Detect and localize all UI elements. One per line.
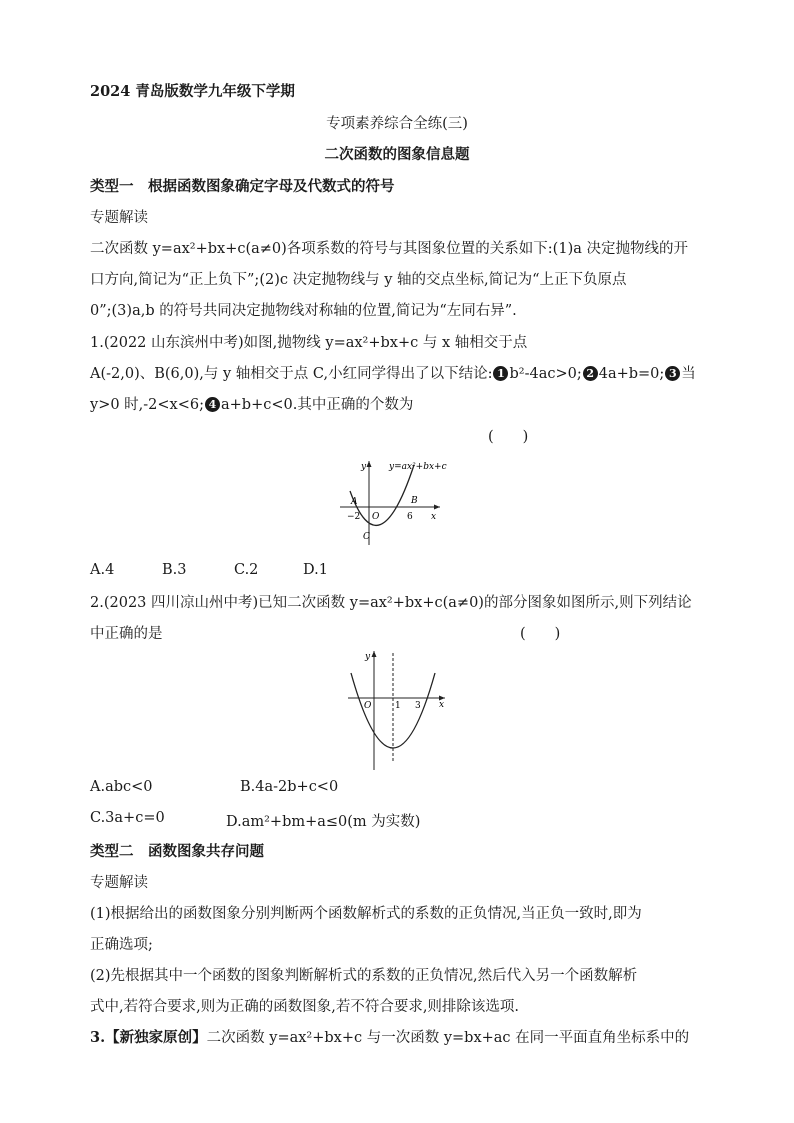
circled-number-icon: 2: [583, 366, 598, 381]
y-axis-label: y: [361, 462, 367, 472]
point-b-label: B: [411, 496, 418, 506]
point-a-label: A: [351, 497, 358, 507]
y-axis-label: y: [365, 652, 371, 662]
tick-label-1: 1: [395, 701, 401, 711]
section1-text-3: 0”;(3)a,b 的符号共同决定抛物线对称轴的位置,简记为“左同右异”.: [90, 303, 517, 319]
section2-text-2: 正确选项;: [90, 937, 153, 953]
q2-answer-paren: ( ): [520, 626, 561, 642]
q1-line-1: 1.(2022 山东滨州中考)如图,抛物线 y=ax²+bx+c 与 x 轴相交于点: [90, 335, 528, 351]
q2-option-a[interactable]: A.abc<0: [90, 779, 153, 795]
section1-text-2: 口方向,简记为“正上负下”;(2)c 决定抛物线与 y 轴的交点坐标,简记为“上正下负原点: [90, 272, 627, 288]
q1-answer-paren: ( ): [488, 429, 529, 445]
q2-parabola-graph: [343, 645, 453, 773]
q1-option-c[interactable]: C.2: [234, 562, 259, 578]
q1-option-a[interactable]: A.4: [90, 562, 115, 578]
section1-text-1: 二次函数 y=ax²+bx+c(a≠0)各项系数的符号与其图象位置的关系如下:(1)a 决定抛物线的开: [90, 241, 688, 257]
section2-label: 专题解读: [90, 875, 148, 891]
q1-figure: [335, 455, 455, 554]
section1-label: 专题解读: [90, 210, 148, 226]
origin-label: O: [364, 701, 372, 711]
document-subtitle: 专项素养综合全练(三): [326, 116, 468, 132]
q3-tag: 3.【新独家原创】: [90, 1029, 207, 1046]
q1-conclusion-4: a+b+c<0.其中正确的个数为: [221, 397, 414, 413]
q2-line-1: 2.(2023 四川凉山州中考)已知二次函数 y=ax²+bx+c(a≠0)的部分图象如图所示,则下列结论: [90, 595, 692, 611]
section2-text-3: (2)先根据其中一个函数的图象判断解析式的系数的正负情况,然后代入另一个函数解析: [90, 968, 638, 984]
q1-line-2-text: A(-2,0)、B(6,0),与 y 轴相交于点 C,小红同学得出了以下结论:: [90, 366, 493, 382]
q1-option-b[interactable]: B.3: [162, 562, 187, 578]
q1-option-d[interactable]: D.1: [303, 562, 328, 578]
q3-line-1: [90, 1028, 689, 1048]
tick-label-3: 3: [415, 701, 421, 711]
q2-option-d[interactable]: D.am²+bm+a≤0(m 为实数): [226, 814, 421, 830]
q2-line-2: 中正确的是: [90, 626, 163, 642]
tick-label-6: 6: [407, 512, 413, 522]
tick-label-minus-2: −2: [347, 512, 361, 522]
q1-conclusion-1: b²-4ac>0;: [509, 366, 582, 382]
q1-parabola-graph: [335, 455, 455, 550]
section1-heading: 类型一 根据函数图象确定字母及代数式的符号: [90, 178, 395, 195]
q2-option-b[interactable]: B.4a-2b+c<0: [240, 779, 339, 795]
curve-label: y=ax²+bx+c: [389, 462, 447, 472]
circled-number-icon: 4: [205, 397, 220, 412]
document-title: 二次函数的图象信息题: [324, 146, 470, 163]
q1-conclusion-3-start: 当: [681, 366, 696, 382]
circled-number-icon: 1: [493, 366, 508, 381]
origin-label: O: [372, 512, 380, 522]
document-header: 2024 青岛版数学九年级下学期: [90, 83, 295, 100]
point-c-label: C: [363, 532, 370, 542]
x-axis-label: x: [431, 512, 437, 522]
section2-heading: 类型二 函数图象共存问题: [90, 843, 264, 860]
circled-number-icon: 3: [665, 366, 680, 381]
section2-text-1: (1)根据给出的函数图象分别判断两个函数解析式的系数的正负情况,当正负一致时,即为: [90, 906, 642, 922]
q3-text: 二次函数 y=ax²+bx+c 与一次函数 y=bx+ac 在同一平面直角坐标系中的: [206, 1030, 690, 1046]
y-axis-arrow-icon: [367, 461, 372, 467]
y-axis-arrow-icon: [372, 651, 377, 657]
q1-line-3-text: y>0 时,-2<x<6;: [90, 397, 204, 413]
section2-text-4: 式中,若符合要求,则为正确的函数图象,若不符合要求,则排除该选项.: [90, 999, 520, 1015]
q1-line-3: [90, 395, 413, 415]
q1-conclusion-2: 4a+b=0;: [598, 366, 665, 382]
q2-option-c[interactable]: C.3a+c=0: [90, 810, 165, 826]
x-axis-label: x: [439, 700, 445, 710]
q1-line-2: [90, 364, 696, 384]
x-axis-arrow-icon: [434, 505, 440, 510]
q2-figure: [343, 645, 453, 777]
